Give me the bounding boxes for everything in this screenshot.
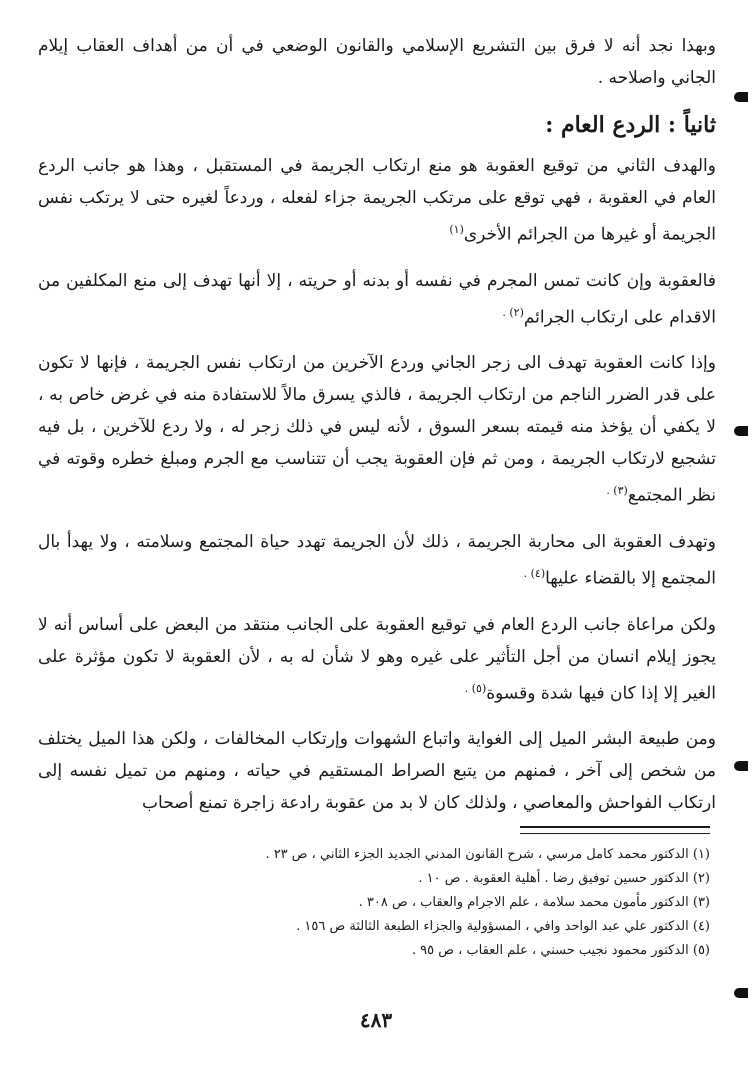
scan-edge-mark	[734, 761, 748, 771]
paragraph-3-text: وإذا كانت العقوبة تهدف الى زجر الجاني وردع الآخرين من ارتكاب نفس الجريمة ، فإنها لا تكون على قدر الضرر الناجم من ارتكاب الجريمة ، فالذي يسرق مالاً للاستفادة منه في غرض خاص به ، لا يكفي أن يؤخذ منه قيمته بسعر السوق ، لأنه ليس في ذلك زجر له ، ولا ردع للآخرين ، بل فيه تشجيع لارتكاب الجريمة ، ومن ثم فإن العقوبة يجب أن تتناسب مع الجرم ومبلغ خطره وقوته في نظر المجتمع	[38, 353, 716, 506]
paragraph-5-text: ولكن مراعاة جانب الردع العام في توقيع العقوبة على الجانب منتقد من البعض على أساس أنه لا يجوز إيلام انسان من أجل التأثير على غيره وهو لا شأن له به ، لأن العقوبة لا تكون مؤثرة على الغير إلا إذا كان فيها شدة وقسوة	[38, 614, 716, 704]
ref-3: (٣) .	[606, 484, 628, 498]
intro-text: وبهذا نجد أنه لا فرق بين التشريع الإسلامي والقانون الوضعي في أن من أهداف العقاب إيلام الجاني واصلاحه .	[38, 36, 716, 88]
intro-paragraph	[38, 30, 716, 94]
footnote-5: (٥) الدكتور محمود نجيب حسني ، علم العقاب ، ص ٩٥ .	[411, 943, 710, 958]
footnotes	[40, 843, 710, 963]
footnote-separator	[520, 826, 710, 834]
paragraph-1-text: والهدف الثاني من توقيع العقوبة هو منع ارتكاب الجريمة في المستقبل ، وهذا هو جانب الردع العام في العقوبة ، فهي توقع على مرتكب الجريمة جزاء لفعله ، وردعاً لغيره حتى لا يرتكب نفس الجريمة أو غيرها من الجرائم الأخرى	[38, 156, 716, 245]
scan-edge-mark	[734, 92, 748, 102]
paragraph-6-text: ومن طبيعة البشر الميل إلى الغواية واتباع الشهوات وإرتكاب المخالفات ، ولكن هذا الميل يختلف من شخص إلى آخر ، فمنهم من يتبع الصراط المستقيم في حياته ، ومنهم من تميل نفسه إلى ارتكاب الفواحش والمعاصي ، ولذلك كان لا بد من عقوبة رادعة زاجرة تمنع أصحاب	[38, 729, 716, 814]
section-heading: ثانياً : الردع العام :	[545, 112, 716, 138]
paragraph-6	[38, 723, 716, 819]
paragraph-2	[38, 265, 716, 334]
ref-4: (٤) .	[523, 566, 546, 580]
ref-2: (٢) .	[502, 305, 524, 319]
paragraph-3	[38, 347, 716, 512]
paragraph-4	[38, 526, 716, 595]
paragraph-5	[38, 609, 716, 710]
ref-1: (١)	[449, 223, 464, 236]
paragraph-4-text: وتهدف العقوبة الى محاربة الجريمة ، ذلك لأن الجريمة تهدد حياة المجتمع وسلامته ، ولا يهدأ بال المجتمع إلا بالقضاء عليها	[38, 531, 716, 589]
footnote-3: (٣) الدكتور مأمون محمد سلامة ، علم الاجرام والعقاب ، ص ٣٠٨ .	[358, 895, 710, 910]
paragraph-2-text: فالعقوبة وإن كانت تمس المجرم في نفسه أو بدنه أو حريته ، إلا أنها تهدف إلى منع المكلفين من الاقدام على ارتكاب الجرائم	[38, 270, 716, 328]
scan-edge-mark	[734, 988, 748, 998]
footnote-2: (٢) الدكتور حسين توفيق رضا . أهلية العقوبة . ص ١٠ .	[418, 871, 710, 886]
page-number: ٤٨٣	[359, 1008, 393, 1032]
footnote-4: (٤) الدكتور علي عبد الواحد وافي ، المسؤولية والجزاء الطبعة الثالثة ص ١٥٦ .	[296, 919, 710, 934]
scan-edge-mark	[734, 426, 748, 436]
paragraph-1	[38, 150, 716, 251]
ref-5: (٥) .	[464, 681, 487, 695]
footnote-1: (١) الدكتور محمد كامل مرسي ، شرح القانون المدني الجديد الجزء الثاني ، ص ٢٣ .	[265, 847, 710, 862]
page-body	[38, 30, 716, 833]
